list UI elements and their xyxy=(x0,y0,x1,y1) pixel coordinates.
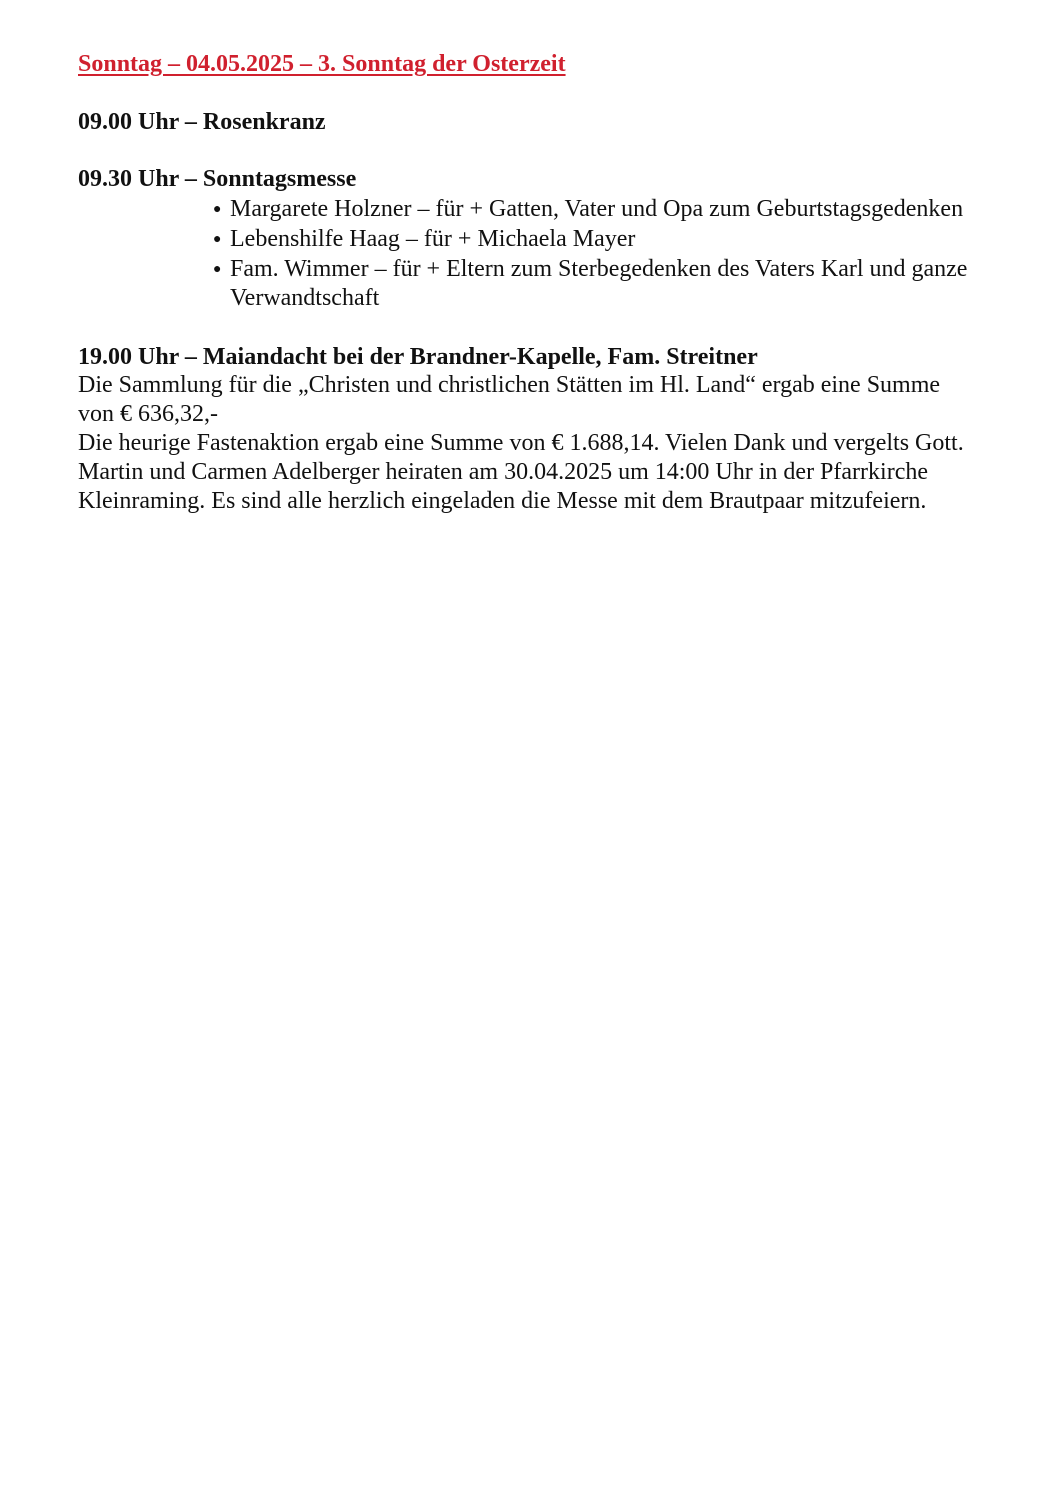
mass-intention-text: Fam. Wimmer – für + Eltern zum Sterbegedenken des Vaters Karl und ganze Verwandtschaft xyxy=(230,256,968,311)
mass-intention-text: Margarete Holzner – für + Gatten, Vater und Opa zum Geburtstagsgedenken xyxy=(230,196,964,222)
announcement-sheet xyxy=(78,50,978,516)
lenten-campaign-note: Die heurige Fastenaktion ergab eine Summe von € 1.688,14. Vielen Dank und vergelts Gott. xyxy=(78,430,964,456)
bullet-dot-icon: ● xyxy=(213,262,222,277)
bullet-dot-icon: ● xyxy=(213,202,222,217)
mass-intention-text: Lebenshilfe Haag – für + Michaela Mayer xyxy=(230,226,636,252)
bullet-dot-icon: ● xyxy=(213,232,222,247)
mass-intention-item xyxy=(213,195,978,224)
schedule-item-may-devotion: 19.00 Uhr – Maiandacht bei der Brandner-Kapelle, Fam. Streitner xyxy=(78,344,758,370)
mass-intention-item xyxy=(213,225,978,254)
mass-intentions-list xyxy=(78,195,978,313)
page-heading: Sonntag – 04.05.2025 – 3. Sonntag der Osterzeit xyxy=(78,51,566,77)
wedding-note: Martin und Carmen Adelberger heiraten am 30.04.2025 um 14:00 Uhr in der Pfarrkirche Kleinraming. Es sind alle herzlich eingeladen die Messe mit dem Brautpaar mitzufeiern. xyxy=(78,459,928,514)
schedule-item-sunday-mass: 09.30 Uhr – Sonntagsmesse xyxy=(78,166,357,192)
mass-intention-item xyxy=(213,255,978,313)
collection-note: Die Sammlung für die „Christen und christlichen Stätten im Hl. Land“ ergab eine Summe von € 636,32,- xyxy=(78,372,941,427)
schedule-item-rosary: 09.00 Uhr – Rosenkranz xyxy=(78,109,326,135)
